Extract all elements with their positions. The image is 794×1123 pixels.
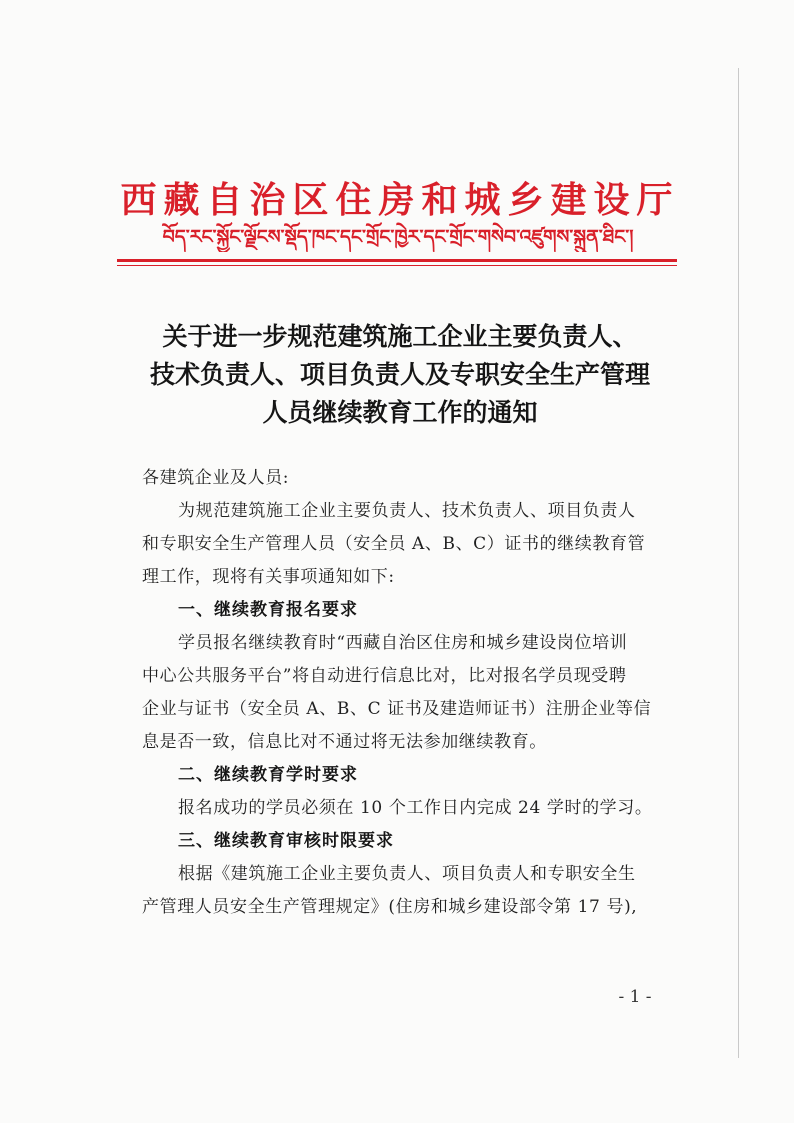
letterhead-org-name-tibetan: བོད་རང་སྐྱོང་ལྗོངས་སྡོད་ཁང་དང་གྲོང་ཁྱེར་དང་གྲོང་གསེབ་འཛུགས་སྐྲུན་ཐིང་། [162,226,634,248]
section-1-line: 学员报名继续教育时“西藏自治区住房和城乡建设岗位培训 [178,633,628,653]
page-number: - 1 - [618,987,652,1007]
section-2-line: 报名成功的学员必须在 10 个工作日内完成 24 学时的学习。 [178,798,653,818]
intro-paragraph-line: 和专职安全生产管理人员（安全员 A、B、C）证书的继续教育管 [142,534,646,554]
section-3-heading: 三、继续教育审核时限要求 [178,831,394,851]
section-3-line: 根据《建筑施工企业主要负责人、项目负责人和专职安全生 [178,864,636,884]
section-1-line: 息是否一致，信息比对不通过将无法参加继续教育。 [142,732,547,752]
section-1-line: 企业与证书（安全员 A、B、C 证书及建造师证书）注册企业等信 [142,699,652,719]
letterhead-divider-thick [117,259,677,262]
section-2-heading: 二、继续教育学时要求 [178,765,358,785]
title-line: 关于进一步规范建筑施工企业主要负责人、 [162,322,638,351]
document-title [110,318,690,432]
title-line: 技术负责人、项目负责人及专职安全生产管理 [149,360,650,389]
scan-edge-line [738,68,739,1058]
intro-paragraph-line: 理工作，现将有关事项通知如下: [142,567,395,587]
section-1-line: 中心公共服务平台”将自动进行信息比对，比对报名学员现受聘 [142,666,627,686]
document-body [142,462,672,924]
title-line: 人员继续教育工作的通知 [262,398,538,427]
salutation: 各建筑企业及人员: [142,468,290,488]
letterhead-divider-thin [117,265,677,266]
letterhead-org-name: 西藏自治区住房和城乡建设厅 [120,179,680,221]
intro-paragraph-line: 为规范建筑施工企业主要负责人、技术负责人、项目负责人 [178,501,636,521]
section-1-heading: 一、继续教育报名要求 [178,600,358,620]
section-3-line: 产管理人员安全生产管理规定》(住房和城乡建设部令第 17 号), [142,897,638,917]
